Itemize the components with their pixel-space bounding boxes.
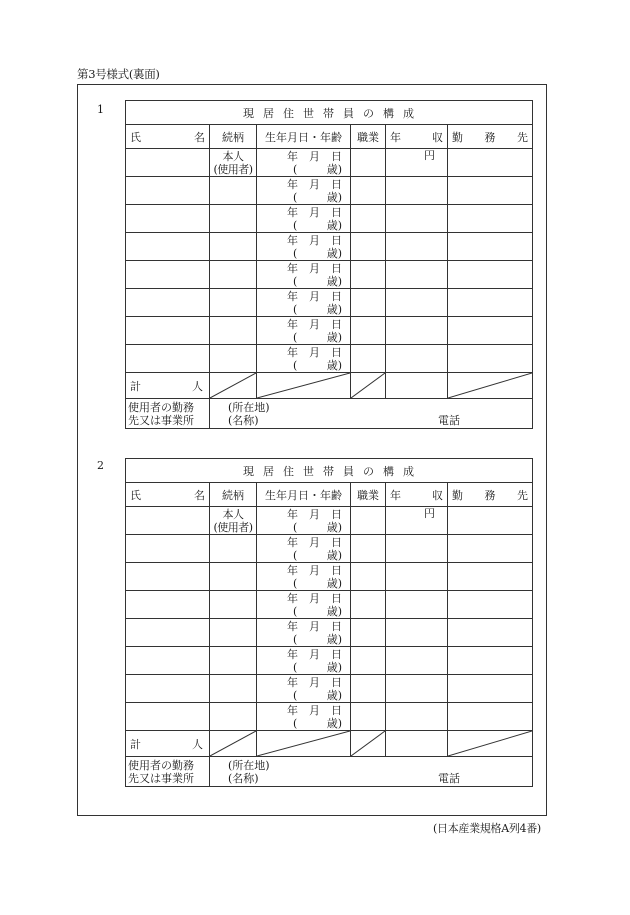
workplace-cell[interactable] [448,675,533,703]
total-workplace-blank [448,731,533,757]
table-row [126,591,533,619]
occupation-cell[interactable] [351,261,386,289]
name-cell[interactable] [126,233,210,261]
label-char: 計 [130,379,141,393]
household-table [125,100,533,429]
employer-label-line1: 使用者の勤務 [128,758,194,772]
birth-date-cell[interactable] [257,591,351,619]
title-char: の [363,106,383,120]
year-label: 年 [287,647,298,661]
employer-label-cell [126,757,210,787]
title-char: の [363,464,383,478]
occupation-cell[interactable] [351,619,386,647]
income-cell[interactable] [386,233,448,261]
occupation-cell[interactable] [351,703,386,731]
total-count-cell[interactable] [126,731,210,757]
phone-label: 電話 [438,414,460,427]
label-char: 人 [192,379,203,393]
relationship-cell[interactable] [210,675,257,703]
birth-date-cell[interactable] [257,535,351,563]
month-label: 月 [309,205,320,219]
workplace-cell[interactable] [448,289,533,317]
table-title [126,101,533,125]
birth-date-cell[interactable] [257,289,351,317]
birth-date-cell[interactable] [257,647,351,675]
occupation-cell[interactable] [351,647,386,675]
year-label: 年 [287,591,298,605]
birth-date-cell[interactable] [257,177,351,205]
income-cell[interactable] [386,289,448,317]
yen-label: 円 [424,149,435,162]
age-open-label: ( [293,246,298,260]
age-open-label: ( [293,218,298,232]
birth-date-cell[interactable] [257,233,351,261]
day-label: 日 [331,647,342,661]
month-label: 月 [309,177,320,191]
label-char: 勤 [452,488,463,502]
employer-label-line2: 先又は事業所 [128,413,194,427]
age-open-label: ( [293,302,298,316]
age-open-label: ( [293,576,298,590]
table-row [126,289,533,317]
table-row [126,345,533,373]
age-label: 歳) [326,660,342,674]
income-cell[interactable] [386,261,448,289]
income-cell[interactable] [386,149,448,177]
section-number: 2 [97,459,104,472]
workplace-cell[interactable] [448,591,533,619]
label-char: 年 [390,488,401,502]
label-char: 収 [432,488,443,502]
income-cell[interactable] [386,675,448,703]
relationship-cell[interactable] [210,703,257,731]
age-label: 歳) [326,358,342,372]
relationship-cell[interactable] [210,563,257,591]
total-relationship-blank [210,731,257,757]
relationship-cell[interactable] [210,233,257,261]
table-row [126,149,533,177]
header-workplace [448,483,533,507]
income-cell[interactable] [386,563,448,591]
total-income-cell[interactable] [386,373,448,399]
relationship-cell[interactable] [210,345,257,373]
employer-label-line1: 使用者の勤務 [128,400,194,414]
workplace-cell[interactable] [448,317,533,345]
workplace-cell[interactable] [448,345,533,373]
month-label: 月 [309,647,320,661]
month-label: 月 [309,345,320,359]
occupation-cell[interactable] [351,507,386,535]
age-open-label: ( [293,520,298,534]
title-char: 帯 [323,464,343,478]
age-open-label: ( [293,162,298,176]
month-label: 月 [309,591,320,605]
month-label: 月 [309,535,320,549]
header-occupation: 職業 [351,125,386,149]
age-label: 歳) [326,576,342,590]
diagonal-line [448,731,532,756]
table-row [126,647,533,675]
title-char: 住 [283,106,303,120]
month-label: 月 [309,233,320,247]
title-char: 居 [263,106,283,120]
diagonal-line [351,373,385,398]
day-label: 日 [331,619,342,633]
household-table [125,458,533,787]
table-row [126,535,533,563]
relationship-cell[interactable] [210,177,257,205]
header-occupation: 職業 [351,483,386,507]
label-char: 勤 [452,130,463,144]
name-cell[interactable] [126,563,210,591]
birth-date-cell[interactable] [257,205,351,233]
name-cell[interactable] [126,703,210,731]
title-char: 帯 [323,106,343,120]
title-char: 居 [263,464,283,478]
label-char: 収 [432,130,443,144]
header-workplace [448,125,533,149]
workplace-cell[interactable] [448,535,533,563]
income-cell[interactable] [386,535,448,563]
relationship-cell[interactable] [210,647,257,675]
day-label: 日 [331,177,342,191]
title-char: 員 [343,106,363,120]
employer-info-cell[interactable] [210,399,533,429]
year-label: 年 [287,703,298,717]
company-name-label: (名称) [228,771,259,785]
diagonal-line [257,731,350,756]
employer-label-line2: 先又は事業所 [128,771,194,785]
header-name [126,125,210,149]
day-label: 日 [331,317,342,331]
section-number: 1 [97,103,104,116]
income-cell[interactable] [386,317,448,345]
age-label: 歳) [326,218,342,232]
diagonal-line [210,731,256,756]
header-birth-age: 生年月日・年齢 [257,483,351,507]
month-label: 月 [309,563,320,577]
relationship-cell[interactable] [210,289,257,317]
diagonal-line [351,731,385,756]
day-label: 日 [331,703,342,717]
label-char: 務 [484,488,496,502]
income-cell[interactable] [386,345,448,373]
age-label: 歳) [326,716,342,730]
year-label: 年 [287,507,298,521]
name-cell[interactable] [126,345,210,373]
income-cell[interactable] [386,591,448,619]
table-row [126,563,533,591]
total-workplace-blank [448,373,533,399]
name-cell[interactable] [126,535,210,563]
relationship-cell[interactable] [210,205,257,233]
yen-label: 円 [424,507,435,520]
age-label: 歳) [326,274,342,288]
month-label: 月 [309,703,320,717]
age-open-label: ( [293,274,298,288]
day-label: 日 [331,149,342,163]
age-label: 歳) [326,246,342,260]
age-open-label: ( [293,688,298,702]
day-label: 日 [331,563,342,577]
year-label: 年 [287,149,298,163]
title-char: 構 [383,106,403,120]
income-cell[interactable] [386,647,448,675]
label-char: 名 [194,130,205,144]
employer-self-label: (使用者) [213,520,253,534]
label-char: 氏 [130,130,141,144]
year-label: 年 [287,535,298,549]
total-birth-blank [257,373,351,399]
birth-date-cell[interactable] [257,563,351,591]
workplace-cell[interactable] [448,507,533,535]
year-label: 年 [287,675,298,689]
occupation-cell[interactable] [351,591,386,619]
birth-date-cell[interactable] [257,149,351,177]
title-char: 構 [383,464,403,478]
name-cell[interactable] [126,675,210,703]
relationship-cell[interactable] [210,149,257,177]
paper-standard-note: (日本産業規格A列4番) [433,822,541,835]
total-birth-blank [257,731,351,757]
year-label: 年 [287,177,298,191]
header-relationship: 続柄 [210,483,257,507]
total-occupation-blank [351,731,386,757]
month-label: 月 [309,507,320,521]
month-label: 月 [309,149,320,163]
label-char: 務 [484,130,496,144]
relationship-cell[interactable] [210,619,257,647]
day-label: 日 [331,261,342,275]
year-label: 年 [287,563,298,577]
header-income [386,125,448,149]
name-cell[interactable] [126,507,210,535]
age-open-label: ( [293,330,298,344]
table-row [126,177,533,205]
age-label: 歳) [326,302,342,316]
table-row [126,317,533,345]
diagonal-line [210,373,256,398]
diagonal-line [448,373,532,398]
year-label: 年 [287,289,298,303]
occupation-cell[interactable] [351,177,386,205]
birth-date-cell[interactable] [257,317,351,345]
header-name [126,483,210,507]
age-label: 歳) [326,604,342,618]
day-label: 日 [331,507,342,521]
total-relationship-blank [210,373,257,399]
day-label: 日 [331,535,342,549]
diagonal-line [257,373,350,398]
day-label: 日 [331,289,342,303]
label-char: 先 [517,488,528,502]
year-label: 年 [287,317,298,331]
age-label: 歳) [326,190,342,204]
birth-date-cell[interactable] [257,619,351,647]
age-label: 歳) [326,688,342,702]
label-char: 計 [130,737,141,751]
title-char: 員 [343,464,363,478]
workplace-cell[interactable] [448,177,533,205]
form-id: 第3号様式(裏面) [77,67,160,81]
birth-date-cell[interactable] [257,345,351,373]
age-label: 歳) [326,162,342,176]
table-row [126,619,533,647]
day-label: 日 [331,205,342,219]
occupation-cell[interactable] [351,317,386,345]
label-char: 氏 [130,488,141,502]
title-char: 世 [303,106,323,120]
month-label: 月 [309,261,320,275]
month-label: 月 [309,675,320,689]
age-open-label: ( [293,190,298,204]
relationship-cell[interactable] [210,261,257,289]
occupation-cell[interactable] [351,205,386,233]
employer-label-cell [126,399,210,429]
relationship-cell[interactable] [210,591,257,619]
age-open-label: ( [293,548,298,562]
name-cell[interactable] [126,647,210,675]
workplace-cell[interactable] [448,703,533,731]
income-cell[interactable] [386,205,448,233]
title-char: 住 [283,464,303,478]
table-row [126,233,533,261]
workplace-cell[interactable] [448,647,533,675]
name-cell[interactable] [126,317,210,345]
phone-label: 電話 [438,772,460,785]
day-label: 日 [331,233,342,247]
birth-date-cell[interactable] [257,507,351,535]
label-char: 名 [194,488,205,502]
title-char: 成 [403,464,423,478]
year-label: 年 [287,619,298,633]
title-char: 現 [243,106,263,120]
month-label: 月 [309,289,320,303]
workplace-cell[interactable] [448,233,533,261]
year-label: 年 [287,345,298,359]
year-label: 年 [287,205,298,219]
name-cell[interactable] [126,205,210,233]
self-label: 本人 [222,149,244,163]
employer-row [126,757,533,787]
age-label: 歳) [326,548,342,562]
income-cell[interactable] [386,507,448,535]
age-open-label: ( [293,604,298,618]
title-char: 世 [303,464,323,478]
header-relationship: 続柄 [210,125,257,149]
name-cell[interactable] [126,289,210,317]
self-label: 本人 [222,507,244,521]
label-char: 先 [517,130,528,144]
occupation-cell[interactable] [351,535,386,563]
relationship-cell[interactable] [210,317,257,345]
occupation-cell[interactable] [351,149,386,177]
occupation-cell[interactable] [351,563,386,591]
month-label: 月 [309,317,320,331]
workplace-cell[interactable] [448,205,533,233]
occupation-cell[interactable] [351,345,386,373]
total-row [126,373,533,399]
month-label: 月 [309,619,320,633]
title-char: 成 [403,106,423,120]
workplace-cell[interactable] [448,261,533,289]
age-open-label: ( [293,716,298,730]
income-cell[interactable] [386,703,448,731]
table-row [126,507,533,535]
name-cell[interactable] [126,591,210,619]
year-label: 年 [287,261,298,275]
name-cell[interactable] [126,177,210,205]
title-char: 現 [243,464,263,478]
relationship-cell[interactable] [210,535,257,563]
address-label: (所在地) [228,758,270,772]
age-label: 歳) [326,632,342,646]
name-cell[interactable] [126,149,210,177]
workplace-cell[interactable] [448,149,533,177]
header-income [386,483,448,507]
age-label: 歳) [326,330,342,344]
employer-info-cell[interactable] [210,757,533,787]
income-cell[interactable] [386,177,448,205]
label-char: 年 [390,130,401,144]
age-open-label: ( [293,632,298,646]
day-label: 日 [331,591,342,605]
table-title [126,459,533,483]
workplace-cell[interactable] [448,563,533,591]
table-row [126,261,533,289]
total-count-cell[interactable] [126,373,210,399]
employer-row [126,399,533,429]
address-label: (所在地) [228,400,270,414]
company-name-label: (名称) [228,413,259,427]
birth-date-cell[interactable] [257,261,351,289]
day-label: 日 [331,675,342,689]
income-cell[interactable] [386,619,448,647]
header-birth-age: 生年月日・年齢 [257,125,351,149]
workplace-cell[interactable] [448,619,533,647]
age-open-label: ( [293,358,298,372]
table-row [126,675,533,703]
occupation-cell[interactable] [351,233,386,261]
label-char: 人 [192,737,203,751]
occupation-cell[interactable] [351,675,386,703]
occupation-cell[interactable] [351,289,386,317]
total-occupation-blank [351,373,386,399]
table-row [126,205,533,233]
total-income-cell[interactable] [386,731,448,757]
birth-date-cell[interactable] [257,703,351,731]
age-label: 歳) [326,520,342,534]
name-cell[interactable] [126,261,210,289]
relationship-cell[interactable] [210,507,257,535]
table-row [126,703,533,731]
year-label: 年 [287,233,298,247]
total-row [126,731,533,757]
age-open-label: ( [293,660,298,674]
birth-date-cell[interactable] [257,675,351,703]
name-cell[interactable] [126,619,210,647]
employer-self-label: (使用者) [213,162,253,176]
day-label: 日 [331,345,342,359]
